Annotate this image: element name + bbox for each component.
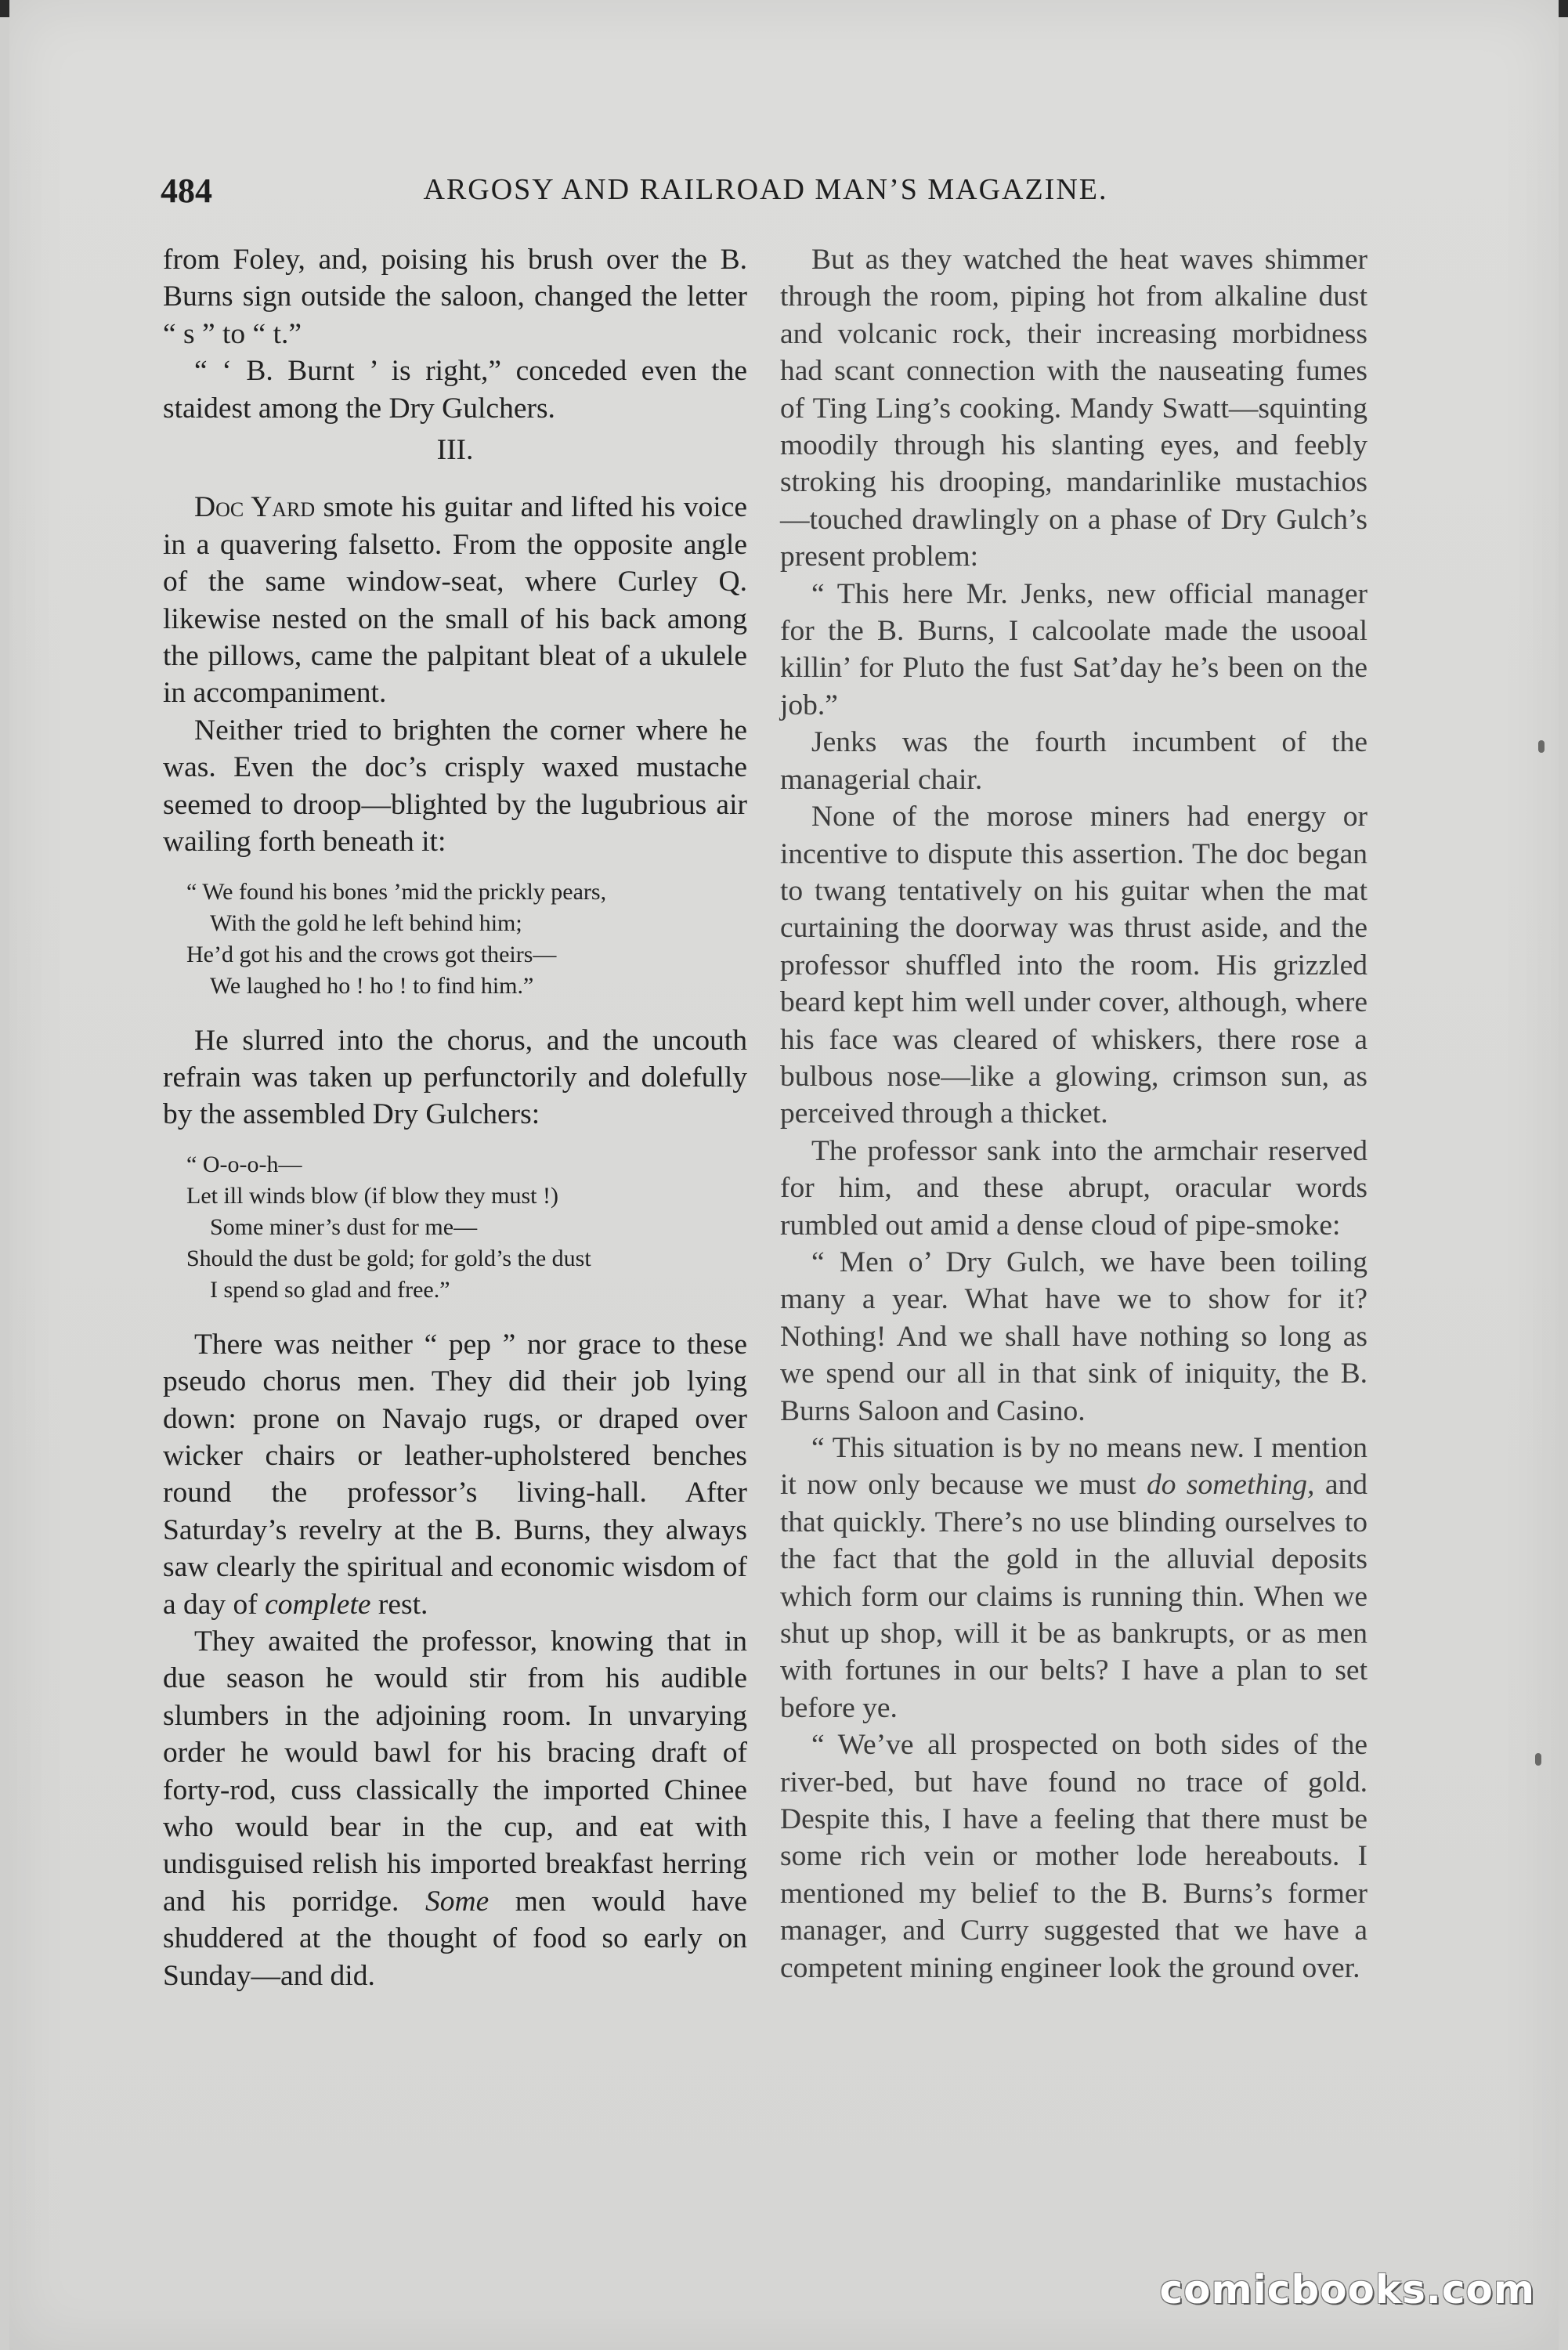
verse-line: With the gold he left behind him;	[210, 909, 522, 936]
left-column	[163, 241, 747, 1994]
verse-line: He’d got his and the crows got theirs—	[186, 941, 557, 967]
verse-line: Some miner’s dust for me—	[210, 1213, 478, 1240]
running-head: ARGOSY AND RAILROAD MAN’S MAGAZINE.	[423, 173, 1108, 206]
paragraph: from Foley, and, poising his brush over the B. Burns sign outside the saloon, changed the letter “ s ” to “ t.”	[163, 244, 747, 350]
paragraph-text: and that quickly. There’s no use blinding ourselves to the fact that the gold in the alluvial deposits which form our claims is running thin. When we shut up shop, will it be as bankrupts, or as men with fortunes in our belts? I have a plan to set before ye.	[780, 1469, 1367, 1724]
paragraph-text: men would have shuddered at the thought of food so early on Sunday—and did.	[163, 1885, 747, 1992]
page-number: 484	[161, 172, 212, 210]
paragraph-text: rest.	[370, 1588, 428, 1621]
character-name: Doc Yard	[194, 491, 316, 524]
paragraph: The professor sank into the armchair reserved for him, and these abrupt, oracular words rumbled out amid a dense cloud of pipe-smoke:	[780, 1134, 1367, 1242]
emphasis: do something,	[1146, 1469, 1315, 1502]
paragraph: “ This here Mr. Jenks, new official manager for the B. Burns, I calcoolate made the usooal killin’ for Pluto the fust Sat’day he’s been on the job.”	[780, 577, 1367, 721]
paragraph: He slurred into the chorus, and the uncouth refrain was taken up perfunctorily and dolefully by the assembled Dry Gulchers:	[163, 1024, 747, 1131]
paragraph: Jenks was the fourth incumbent of the managerial chair.	[780, 726, 1367, 796]
verse-line: “ O-o-o-h—	[186, 1151, 302, 1177]
paragraph	[163, 1623, 747, 1994]
paragraph: “ ‘ B. Burnt ’ is right,” conceded even the staidest among the Dry Gulchers.	[163, 355, 747, 425]
chorus-verse	[186, 1149, 747, 1306]
right-column	[780, 241, 1367, 1987]
paragraph-text: They awaited the professor, knowing that in due season he would stir from his audible slumbers in the adjoining room. In unvarying order he would bawl for his bracing draft of forty-rod, cuss classically the imported Chinee who would bear in the cup, and eat with undisguised relish his imported breakfast herring and his porridge.	[163, 1625, 747, 1918]
paragraph: But as they watched the heat waves shimmer through the room, piping hot from alkaline dust and volcanic rock, their increasing morbidness had scant connection with the nauseating fumes of Ting Ling’s cooking. Mandy Swatt—squinting moodily through his slanting eyes, and feebly stroking his drooping, mandarinlike mustachios—touched drawlingly on a phase of Dry Gulch’s present problem:	[780, 244, 1367, 573]
verse-line: Let ill winds blow (if blow they must !)	[186, 1182, 558, 1209]
verse-line: I spend so glad and free.”	[210, 1276, 450, 1303]
verse-line: Should the dust be gold; for gold’s the dust	[186, 1245, 591, 1271]
paragraph	[780, 1430, 1367, 1726]
paragraph-text: smote his guitar and lifted his voice in a quavering falsetto. From the opposite angle of the same window-seat, where Curley Q. likewise nested on the small of his back among the pillows, came the palpitant bleat of a ukulele in accompaniment.	[163, 491, 747, 710]
paragraph	[163, 1326, 747, 1623]
section-heading: III.	[436, 434, 474, 467]
paragraph-text: “ This situation is by no means new. I mention it now only because we must	[780, 1432, 1367, 1502]
paragraph-text: There was neither “ pep ” nor grace to these pseudo chorus men. They did their job lying down: prone on Navajo rugs, or draped over wicker chairs or leather-upholstered benches round the professor’s living-hall. After Saturday’s revelry at the B. Burns, they always saw clearly the spiritual and economic wisdom of a day of	[163, 1328, 747, 1621]
paragraph	[163, 489, 747, 711]
emphasis: complete	[265, 1588, 371, 1621]
paragraph: “ We’ve all prospected on both sides of the river-bed, but have found no trace of gold. Despite this, I have a feeling that there must be some rich vein or mother lode hereabouts. I mentioned my belief to the B. Burns’s former manager, and Curry suggested that we have a competent mining engineer look the ground over.	[780, 1729, 1367, 1984]
paragraph: None of the morose miners had energy or incentive to dispute this assertion. The doc began to twang tentatively on his guitar when the mat curtaining the doorway was thrust aside, and the professor shuffled into the room. His grizzled beard kept him well under cover, although, where his face was cleared of whiskers, there rose a bulbous nose—like a glowing, crimson sun, as perceived through a thicket.	[780, 801, 1367, 1130]
binding-hole	[1535, 1753, 1541, 1766]
verse-line: “ We found his bones ’mid the prickly pears,	[186, 878, 607, 905]
paragraph: “ Men o’ Dry Gulch, we have been toiling many a year. What have we to show for it? Nothing! And we shall have nothing so long as we spend our all in that sink of iniquity, the B. Burns Saloon and Casino.	[780, 1246, 1367, 1427]
page-header	[161, 171, 1371, 218]
binding-hole	[1538, 740, 1545, 753]
paragraph: Neither tried to brighten the corner where he was. Even the doc’s crisply waxed mustache seemed to droop—blighted by the lugubrious air wailing forth beneath it:	[163, 714, 747, 859]
emphasis: Some	[425, 1885, 490, 1918]
verse-line: We laughed ho ! ho ! to find him.”	[210, 972, 534, 999]
song-verse	[186, 877, 747, 1002]
watermark-logo: comicbooks.com	[1159, 2267, 1535, 2312]
